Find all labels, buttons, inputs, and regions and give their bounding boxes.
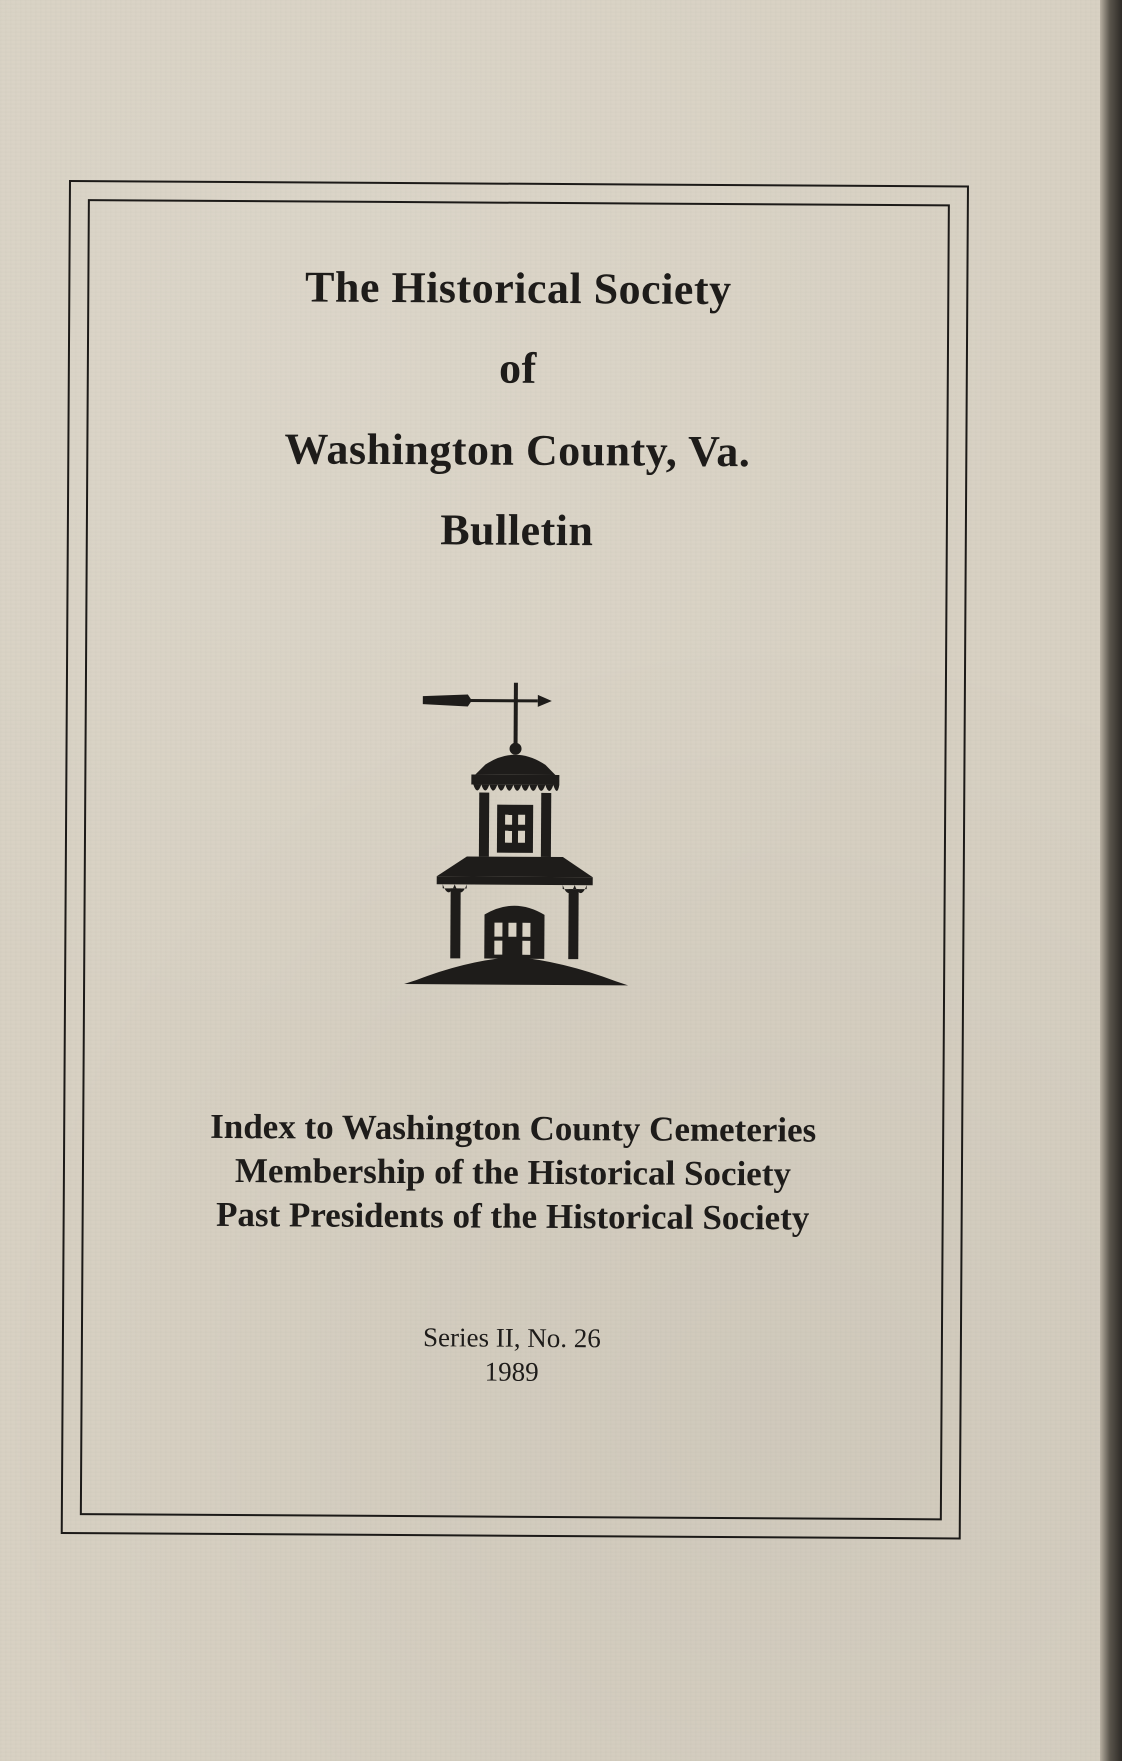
title-line-2: of	[498, 343, 537, 393]
contents-item-cemeteries: Index to Washington County Cemeteries	[210, 1106, 817, 1150]
contents-item-past-presidents: Past Presidents of the Historical Society	[215, 1194, 810, 1238]
title-line-4: Bulletin	[440, 505, 594, 556]
cupola-weathervane-icon	[386, 664, 658, 1006]
title-line-1: The Historical Society	[304, 262, 732, 315]
outer-frame	[61, 180, 969, 1539]
title-line-3: Washington County, Va.	[284, 424, 751, 477]
contents-item-membership: Membership of the Historical Society	[234, 1151, 792, 1194]
book-edge-shadow	[1100, 0, 1122, 1761]
publication-year: 1989	[484, 1356, 539, 1387]
series-number: Series II, No. 26	[422, 1322, 601, 1354]
